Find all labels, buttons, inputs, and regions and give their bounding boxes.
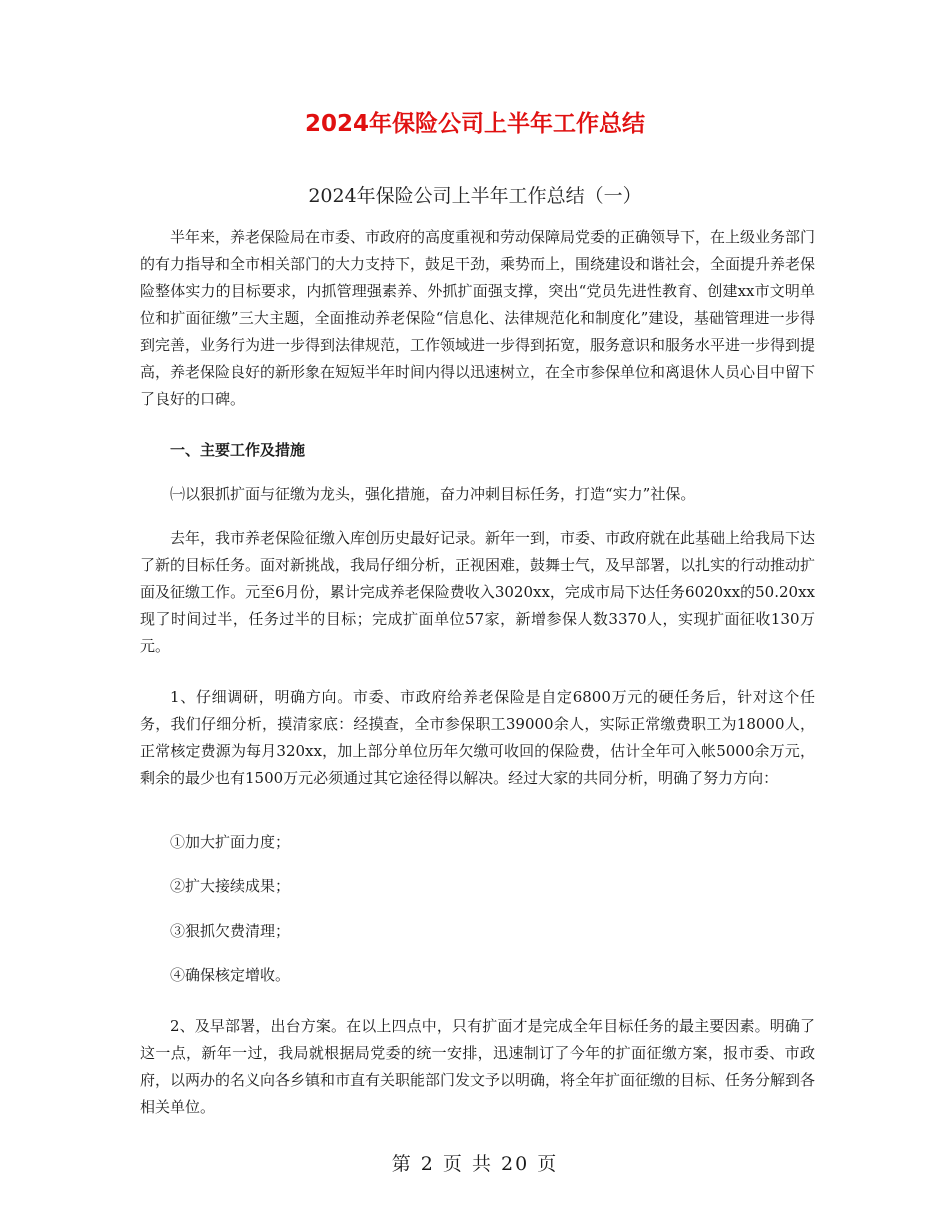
paragraph-item-2: 2、及早部署，出台方案。在以上四点中，只有扩面才是完成全年目标任务的最主要因素。明确了这一点，新年一过，我局就根据局党委的统一安排，迅速制订了今年的扩面征缴方案，报市委、市政府，以两办的名义向各乡镇和市直有关职能部门发文予以明确，将全年扩面征缴的目标、任务分解到各相关单位。 bbox=[140, 1017, 816, 1116]
list-item: ③狠抓欠费清理； bbox=[170, 922, 291, 940]
list-item: ④确保核定增收。 bbox=[170, 966, 291, 984]
paragraph-item-1: 1、仔细调研，明确方向。市委、市政府给养老保险是自定6800万元的硬任务后，针对这个任务，我们仔细分析，摸清家底：经摸查，全市参保职工39000余人，实际正常缴费职工为18000人，正常核定费源为每月320xx，加上部分单位历年欠缴可收回的保险费，估计全年可入帐5000余万元，剩余的最少也有1500万元必须通过其它途径得以解决。经过大家的共同分析，明确了努力方向： bbox=[140, 688, 815, 787]
section-heading: 一、主要工作及措施 bbox=[170, 441, 306, 459]
page-number-footer: 第 2 页 共 20 页 bbox=[391, 1153, 559, 1175]
section-subtitle: 2024年保险公司上半年工作总结（一） bbox=[308, 185, 642, 207]
intro-paragraph: 半年来，养老保险局在市委、市政府的高度重视和劳动保障局党委的正确领导下，在上级业务部门的有力指导和全市相关部门的大力支持下，鼓足干劲，乘势而上，围绕建设和谐社会，全面提升养老保险整体实力的目标要求，内抓管理强素养、外抓扩面强支撑，突出“党员先进性教育、创建xx市文明单位和扩面征缴”三大主题，全面推动养老保险“信息化、法律规范化和制度化”建设，基础管理进一步得到完善，业务行为进一步得到法律规范，工作领域进一步得到拓宽，服务意识和服务水平进一步得到提高，养老保险良好的新形象在短短半年时间内得以迅速树立，在全市参保单位和离退休人员心目中留下了良好的口碑。 bbox=[140, 228, 816, 408]
paragraph-last-year: 去年，我市养老保险征缴入库创历史最好记录。新年一到，市委、市政府就在此基础上给我局下达了新的目标任务。面对新挑战，我局仔细分析，正视困难，鼓舞士气，及早部署，以扎实的行动推动扩面及征缴工作。元至6月份，累计完成养老保险费收入3020xx，完成市局下达任务6020xx的50.20xx现了时间过半，任务过半的目标；完成扩面单位57家，新增参保人数3370人，实现扩面征收130万元。 bbox=[140, 529, 816, 655]
list-item: ①加大扩面力度； bbox=[170, 833, 291, 851]
document-title: 2024年保险公司上半年工作总结 bbox=[304, 111, 645, 137]
subsection-heading: ㈠以狠抓扩面与征缴为龙头，强化措施，奋力冲刺目标任务，打造“实力”社保。 bbox=[170, 485, 696, 503]
list-item: ②扩大接续成果； bbox=[170, 877, 291, 895]
